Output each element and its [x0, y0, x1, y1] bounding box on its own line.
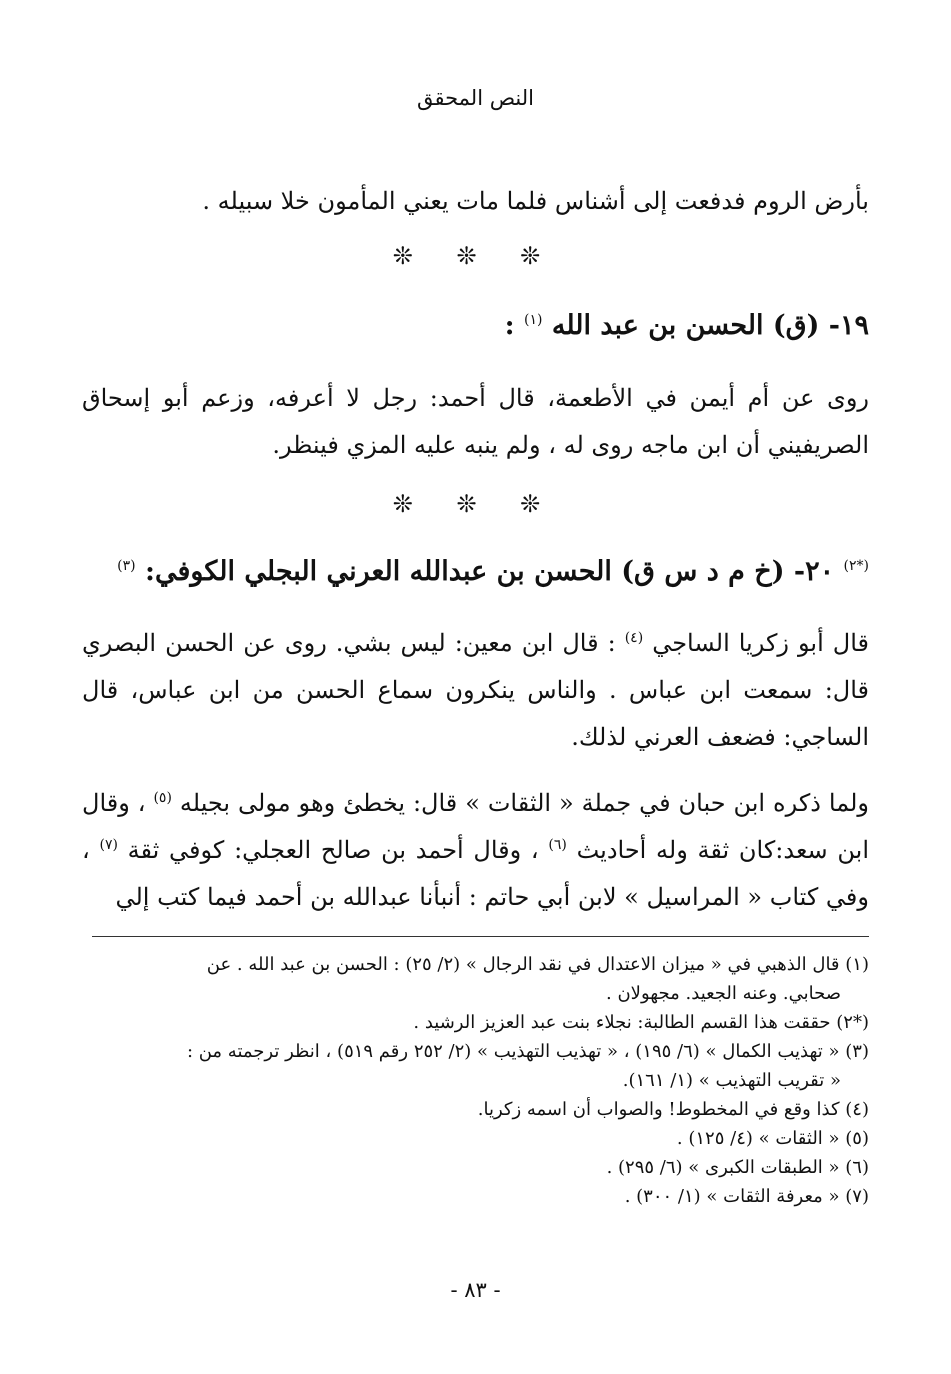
footnote-5: (٥) « الثقات » (٤/ ١٢٥) . [676, 1128, 869, 1149]
footnote-1: (١) قال الذهبي في « ميزان الاعتدال في نقد الرجال » (٢/ ٢٥) : الحسن بن عبد الله . عن [206, 954, 869, 975]
entry-19-text: روى عن أم أيمن في الأطعمة، قال أحمد: رجل لا أعرفه، وزعم أبو إسحاق الصريفيني أن ابن ماجه روى له ، ولم ينبه عليه المزي فينظر. [82, 384, 869, 459]
footnote-7: (٧) « معرفة الثقات » (١/ ٣٠٠) . [624, 1186, 869, 1207]
intro-text: بأرض الروم فدفعت إلى أشناس فلما مات يعني المأمون خلا سبيله . [202, 187, 869, 215]
entry-19-body [82, 375, 869, 469]
separator-2: ❊ ❊ ❊ [392, 490, 559, 518]
footnotes [82, 950, 869, 1211]
footnote-4: (٤) كذا وقع في المخطوط! والصواب أن اسمه زكريا. [477, 1099, 869, 1120]
p1-part-2: : قال ابن معين: ليس بشي. روى عن الحسن البصري قال: سمعت ابن عباس . والناس ينكرون سماع الحسن من ابن عباس، قال الساجي: فضعف العرني لذلك. [82, 629, 869, 751]
page-number: - ٨٣ - [450, 1278, 501, 1302]
footnote-1-continued: صحابي. وعنه الجعيد. مجهولان . [606, 983, 841, 1004]
footnote-2: (*٢) حققت هذا القسم الطالبة: نجلاء بنت عبد العزيز الرشيد . [413, 1012, 869, 1033]
footnote-ref-7: (٧) [99, 837, 118, 853]
p2-part-1: ولما ذكره ابن حبان في جملة « الثقات » قال: يخطئ وهو مولى بجيله [179, 789, 870, 817]
footnote-divider [92, 936, 869, 937]
intro-paragraph [82, 178, 869, 225]
entry-19-heading [82, 306, 869, 346]
entry-20-paragraph-1 [82, 620, 869, 761]
entry-20-text-1 [82, 620, 869, 761]
entry-20-heading [82, 552, 869, 592]
separator-1: ❊ ❊ ❊ [392, 242, 559, 270]
entry-20-text-2 [82, 780, 869, 921]
entry-20 [82, 552, 869, 592]
entry-19 [82, 306, 869, 346]
footnote-3: (٣) « تهذيب الكمال » (٦/ ١٩٥) ، « تهذيب التهذيب » (٢/ ٢٥٢ رقم ٥١٩) ، انظر ترجمته من : [186, 1041, 869, 1062]
footnote-ref-3: (٣) [117, 558, 136, 574]
running-header: النص المحقق [416, 86, 535, 110]
footnote-ref-6: (٦) [548, 837, 567, 853]
p2-part-3: ، وقال أحمد بن صالح العجلي: كوفي ثقة [127, 836, 539, 864]
entry-20-title: ٢٠- (خ م د س ق) الحسن بن عبدالله العرني البجلي الكوفي: [145, 556, 835, 587]
footnote-6: (٦) « الطبقات الكبرى » (٦/ ٢٩٥) . [606, 1157, 869, 1178]
p2-part-4: ، وفي كتاب « المراسيل » لابن أبي حاتم : أنبأنا عبدالله بن أحمد فيما كتب إلي [82, 836, 869, 911]
entry-20-paragraph-2 [82, 780, 869, 921]
footnote-ref-2: (*٢) [843, 558, 869, 574]
footnote-ref-4: (٤) [624, 630, 644, 646]
footnote-3-continued: « تقريب التهذيب » (١/ ١٦١). [622, 1070, 841, 1091]
footnote-ref-5: (٥) [153, 790, 172, 806]
entry-19-title: ١٩- (ق) الحسن بن عبد الله [551, 310, 869, 341]
p2-part-2: ، وقال ابن سعد:كان ثقة وله أحاديث [82, 789, 869, 864]
p1-part-1: قال أبو زكريا الساجي [652, 629, 869, 657]
footnote-ref-1: (١) [523, 312, 543, 328]
entry-19-colon: : [504, 310, 515, 341]
